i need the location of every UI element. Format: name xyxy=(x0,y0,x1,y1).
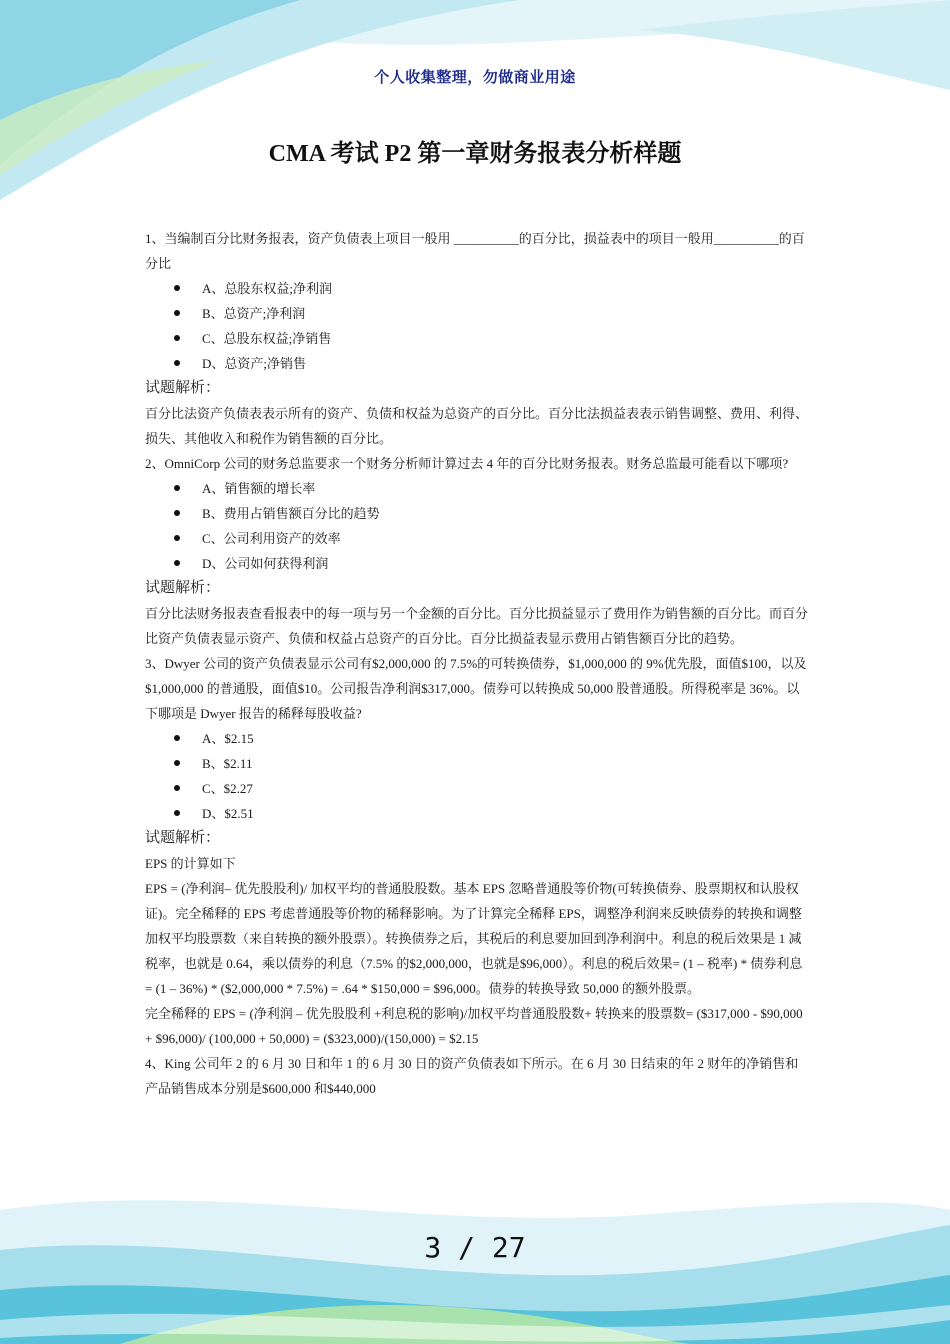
question-3-options xyxy=(145,726,810,826)
question-1-option-d: D、总资产;净销售 xyxy=(145,351,810,376)
question-3-option-b: B、$2.11 xyxy=(145,751,810,776)
question-1-option-a: A、总股东权益;净利润 xyxy=(145,276,810,301)
document-body xyxy=(145,226,810,1101)
page-number: 3 / 27 xyxy=(424,1231,526,1264)
question-2-options xyxy=(145,476,810,576)
question-3-analysis-eps: EPS = (净利润– 优先股股利)/ 加权平均的普通股股数。基本 EPS 忽略普通股等价物(可转换债券、股票期权和认股权证)。完全稀释的 EPS 考虑普通股等价物的稀释影响。为了计算完全稀释 EPS，调整净利润来反映债券的转换和调整加权平均股票数（来自转换的额外股票）。转换债券之后，其税后的利息要加回到净利润中。利息的税后效果是 1 减税率，也就是 0.64，乘以债券的利息（7.5% 的$2,000,000，也就是$96,000）。利息的税后效果= (1 – 税率) * 债券利息 = (1 – 36%) * ($2,000,000 * 7.5%) = .64 * $150,000 = $96,000。债券的转换导致 50,000 的额外股票。 xyxy=(145,881,803,996)
question-2-analysis: 百分比法财务报表查看报表中的每一项与另一个金额的百分比。百分比损益显示了费用作为销售额的百分比。而百分比资产负债表显示资产、负债和权益占总资产的百分比。百分比损益表显示费用占销售额百分比的趋势。 xyxy=(145,606,809,646)
document-title: CMA 考试 P2 第一章财务报表分析样题 xyxy=(268,141,682,167)
question-3-text: 3、Dwyer 公司的资产负债表显示公司有$2,000,000 的 7.5%的可转换债券，$1,000,000 的 9%优先股，面值$100，以及$1,000,000 的普通股，面值$10。公司报告净利润$317,000。债券可以转换成 50,000 股普通股。所得税率是 36%。以下哪项是 Dwyer 报告的稀释每股收益? xyxy=(145,656,807,721)
question-3-analysis-intro: EPS 的计算如下 xyxy=(145,856,236,871)
question-1-analysis-label: 试题解析： xyxy=(145,380,221,396)
question-1-options xyxy=(145,276,810,376)
question-3-option-c: C、$2.27 xyxy=(145,776,810,801)
question-2-analysis-label: 试题解析： xyxy=(145,580,221,596)
question-3-option-a: A、$2.15 xyxy=(145,726,810,751)
question-1-text: 1、当编制百分比财务报表，资产负债表上项目一般用 __________的百分比，损益表中的项目一般用__________的百分比 xyxy=(145,231,805,271)
question-1-option-c: C、总股东权益;净销售 xyxy=(145,326,810,351)
question-1-analysis: 百分比法资产负债表表示所有的资产、负债和权益为总资产的百分比。百分比法损益表表示销售调整、费用、利得、损失、其他收入和税作为销售额的百分比。 xyxy=(145,406,809,446)
question-1-option-b: B、总资产;净利润 xyxy=(145,301,810,326)
question-2-option-b: B、费用占销售额百分比的趋势 xyxy=(145,501,810,526)
question-2-option-d: D、公司如何获得利润 xyxy=(145,551,810,576)
question-3-option-d: D、$2.51 xyxy=(145,801,810,826)
question-2-text: 2、OmniCorp 公司的财务总监要求一个财务分析师计算过去 4 年的百分比财务报表。财务总监最可能看以下哪项? xyxy=(145,456,789,471)
header-note: 个人收集整理，勿做商业用途 xyxy=(374,70,576,86)
question-2-option-c: C、公司利用资产的效率 xyxy=(145,526,810,551)
question-3-analysis-diluted: 完全稀释的 EPS = (净利润 – 优先股股利 +利息税的影响)/加权平均普通股股数+ 转换来的股票数= ($317,000 - $90,000 + $96,000)/ (100,000 + 50,000) = ($323,000)/(150,000) = $2.15 xyxy=(145,1006,803,1046)
question-3-analysis-label: 试题解析： xyxy=(145,830,221,846)
question-4-text: 4、King 公司年 2 的 6 月 30 日和年 1 的 6 月 30 日的资产负债表如下所示。在 6 月 30 日结束的年 2 财年的净销售和产品销售成本分别是$600,000 和$440,000 xyxy=(145,1056,799,1096)
question-2-option-a: A、销售额的增长率 xyxy=(145,476,810,501)
